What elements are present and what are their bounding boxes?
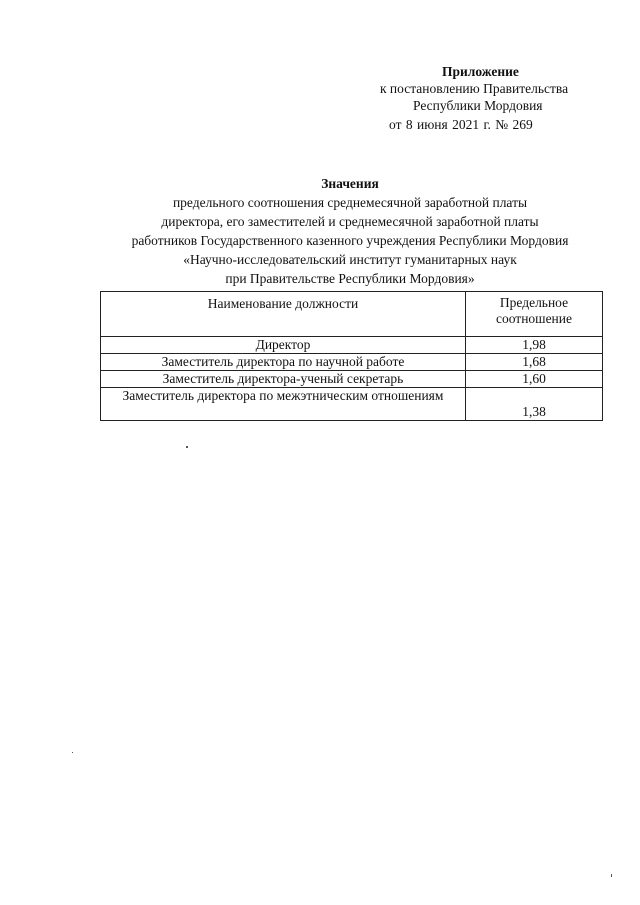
table-header-row (101, 292, 603, 337)
ratio-cell: 1,68 (466, 354, 603, 371)
heading-line: директора, его заместителей и среднемесячной заработной платы (161, 214, 539, 229)
position-cell: Заместитель директора-ученый секретарь (101, 371, 466, 388)
scan-speck (611, 874, 612, 877)
ratio-cell: 1,60 (466, 371, 603, 388)
heading-line: при Правительстве Республики Мордовия» (225, 271, 475, 286)
table-row (101, 371, 603, 388)
scan-speck (72, 752, 73, 753)
header-ratio: Предельное соотношение (466, 292, 603, 337)
annex-title: Приложение (442, 64, 519, 79)
header-position: Наименование должности (101, 292, 466, 337)
heading-line: «Научно-исследовательский институт гуманитарных наук (183, 252, 517, 267)
ratios-table (100, 291, 603, 421)
position-cell: Директор (101, 337, 466, 354)
scan-speck (186, 446, 188, 448)
ratio-cell: 1,98 (466, 337, 603, 354)
annex-line-1: к постановлению Правительства (380, 81, 569, 96)
table-row (101, 337, 603, 354)
document-heading (90, 174, 610, 288)
position-cell: Заместитель директора по научной работе (101, 354, 466, 371)
heading-line: работников Государственного казенного учреждения Республики Мордовия (131, 233, 569, 248)
table-row (101, 354, 603, 371)
ratio-cell: 1,38 (466, 388, 603, 421)
heading-line: предельного соотношения среднемесячной заработной платы (172, 195, 528, 210)
table-row (101, 388, 603, 421)
position-cell: Заместитель директора по межэтническим отношениям (101, 388, 466, 421)
annex-line-2: Республики Мордовия (413, 98, 543, 113)
annex-date-line: от 8 июня 2021 г. № 269 (389, 117, 533, 132)
heading-title: Значения (321, 176, 379, 191)
